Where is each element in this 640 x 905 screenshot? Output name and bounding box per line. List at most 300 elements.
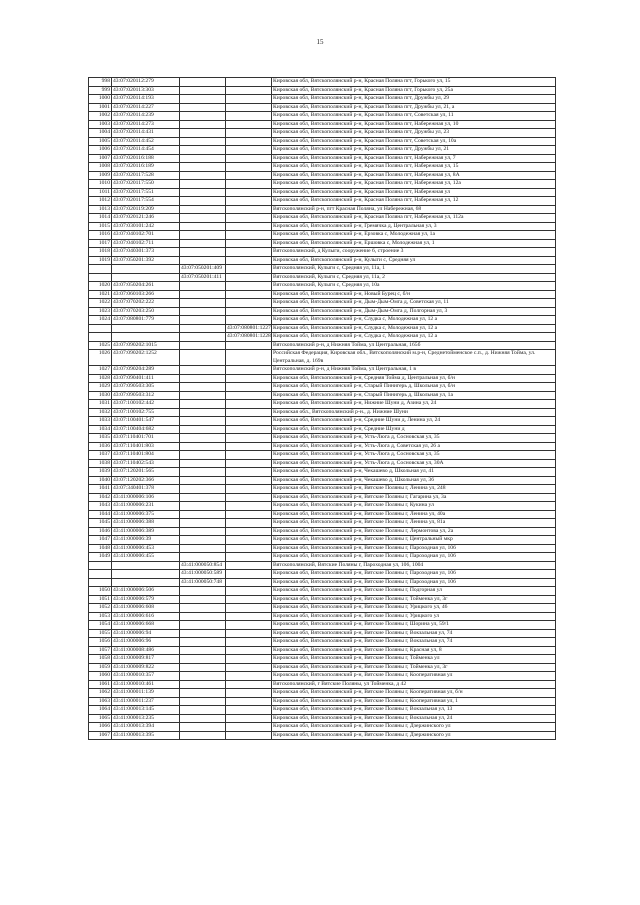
cadastral-number-cell: 43:07:120201:565 bbox=[112, 468, 180, 477]
nested-cadastral-number-cell bbox=[226, 205, 272, 214]
table-row bbox=[89, 282, 556, 291]
table-row bbox=[89, 604, 556, 613]
cadastral-number-cell: 43:07:020114:454 bbox=[112, 146, 180, 155]
row-number-cell bbox=[89, 570, 112, 579]
table-row bbox=[89, 205, 556, 214]
table-row bbox=[89, 680, 556, 689]
address-cell: Кировская обл, Вятскополянский р-н, Ерзовка с, Молодежная ул, 1а bbox=[272, 231, 556, 240]
address-cell: Кировская обл, Вятскополянский р-н, Нижние Шуни д, Азина ул, 24 bbox=[272, 400, 556, 409]
cadastral-number-cell: 43:41:000006:94 bbox=[112, 629, 180, 638]
cadastral-number-cell: 43:41:000006:389 bbox=[112, 527, 180, 536]
address-cell: Кировская обл, Вятскополянский р-н, Слудка с, Молодежная ул, 12 а bbox=[272, 333, 556, 342]
nested-cadastral-number-cell bbox=[226, 544, 272, 553]
cadastral-number-cell: 43:07:100401:547 bbox=[112, 417, 180, 426]
sub-cadastral-number-cell bbox=[180, 527, 226, 536]
address-cell: Кировская обл, Вятскополянский р-н, Красная Поляна пгт, Советская ул, 11 bbox=[272, 112, 556, 121]
address-cell: Кировская обл, Вятскополянский р-н, Кулыги с, Средняя ул bbox=[272, 256, 556, 265]
address-cell: Кировская обл, Вятскополянский р-н, Красная Поляна пгт, Дружбы ул, 21 bbox=[272, 146, 556, 155]
nested-cadastral-number-cell: 43:07:080801:1228 bbox=[227, 333, 271, 339]
row-number-cell: 1009 bbox=[89, 171, 112, 180]
nested-cadastral-number-cell bbox=[226, 663, 272, 672]
address-cell: Кировская обл, Вятскополянский р-н, Усть-Люга д, Сосновская ул, 35 bbox=[272, 434, 556, 443]
cadastral-number-cell: 43:07:020117:554 bbox=[112, 197, 180, 206]
table-row bbox=[89, 188, 556, 197]
row-number-cell: 1006 bbox=[89, 146, 112, 155]
sub-cadastral-number-cell bbox=[180, 604, 226, 613]
table-row bbox=[89, 459, 556, 468]
nested-cadastral-number-cell bbox=[226, 86, 272, 95]
table-row bbox=[89, 78, 556, 87]
table-row bbox=[89, 95, 556, 104]
nested-cadastral-number-cell bbox=[226, 451, 272, 460]
table-row bbox=[89, 578, 556, 587]
nested-cadastral-number-cell bbox=[226, 222, 272, 231]
address-cell: Кировская обл, Вятскополянский р-н, Вятские Поляны г, Вокзальная ул, 74 bbox=[272, 638, 556, 647]
row-number-cell: 1000 bbox=[89, 95, 112, 104]
cadastral-number-cell: 43:41:000009:822 bbox=[112, 663, 180, 672]
row-number-cell: 1060 bbox=[89, 672, 112, 681]
row-number-cell: 1015 bbox=[89, 222, 112, 231]
nested-cadastral-number-cell bbox=[226, 350, 272, 366]
cadastral-number-cell: 43:07:110401:701 bbox=[112, 434, 180, 443]
row-number-cell: 999 bbox=[89, 86, 112, 95]
cadastral-number-cell: 43:41:000006:579 bbox=[112, 595, 180, 604]
address-cell: Кировская обл, Вятскополянский р-н, Усть-Люга д, Советская ул, 26 а bbox=[272, 442, 556, 451]
row-number-cell: 1042 bbox=[89, 493, 112, 502]
cadastral-number-cell: 43:41:000006:39 bbox=[112, 536, 180, 545]
sub-cadastral-number-cell bbox=[180, 544, 226, 553]
cadastral-number-cell bbox=[112, 273, 180, 282]
table-row bbox=[89, 485, 556, 494]
row-number-cell: 1037 bbox=[89, 451, 112, 460]
cadastral-number-cell: 43:41:000013:395 bbox=[112, 731, 180, 740]
address-cell: Кировская обл, Вятскополянский р-н, Слудка с, Молодежная ул, 12 а bbox=[272, 324, 556, 333]
address-cell: Кировская обл, Вятскополянский р-н, Красная Поляна пгт, Дружбы ул, 23 bbox=[272, 129, 556, 138]
row-number-cell: 1045 bbox=[89, 519, 112, 528]
address-cell: Кировская обл, Вятскополянский р-н, Вятские Поляны г, Центральный мкр bbox=[272, 536, 556, 545]
table-row bbox=[89, 434, 556, 443]
table-row bbox=[89, 468, 556, 477]
table-row bbox=[89, 86, 556, 95]
nested-cadastral-number-cell bbox=[226, 510, 272, 519]
sub-cadastral-number-cell bbox=[180, 621, 226, 630]
table-row bbox=[89, 544, 556, 553]
row-number-cell: 1002 bbox=[89, 112, 112, 121]
cadastral-number-cell: 43:41:000011:139 bbox=[112, 689, 180, 698]
nested-cadastral-number-cell bbox=[226, 171, 272, 180]
cadastral-number-cell: 43:07:090401:411 bbox=[112, 374, 180, 383]
address-cell: Кировская обл, Вятскополянский р-н, Вятские Поляны г, Гагарина ул, 3а bbox=[272, 493, 556, 502]
cadastral-number-cell: 43:07:040102:711 bbox=[112, 239, 180, 248]
cadastral-number-cell: 43:07:090202:1015 bbox=[112, 341, 180, 350]
sub-cadastral-number-cell bbox=[180, 307, 226, 316]
row-number-cell: 1056 bbox=[89, 638, 112, 647]
cadastral-number-cell: 43:07:060103:266 bbox=[112, 290, 180, 299]
nested-cadastral-number-cell bbox=[226, 442, 272, 451]
table-row bbox=[89, 706, 556, 715]
row-number-cell: 1054 bbox=[89, 621, 112, 630]
sub-cadastral-number-cell bbox=[180, 248, 226, 257]
address-cell: Кировская обл, Вятскополянский р-н, Вятские Поляны г, Пароходная ул, 106 bbox=[272, 553, 556, 562]
table-row bbox=[89, 103, 556, 112]
address-cell: Кировская обл, Вятскополянский р-н, Чекашево д, Школьная ул, 36 bbox=[272, 476, 556, 485]
nested-cadastral-number-cell bbox=[226, 536, 272, 545]
sub-cadastral-number-cell bbox=[180, 324, 226, 333]
table-row bbox=[89, 350, 556, 366]
cadastral-number-cell: 43:07:040301:373 bbox=[112, 248, 180, 257]
cadastral-number-cell: 43:07:120202:366 bbox=[112, 476, 180, 485]
address-cell: Кировская обл, Вятскополянский р-н, Красная Поляна пгт, Дружбы ул, 29 bbox=[272, 95, 556, 104]
table-row bbox=[89, 731, 556, 740]
cadastral-number-cell: 43:41:000006:616 bbox=[112, 612, 180, 621]
table-row bbox=[89, 697, 556, 706]
address-cell: Кировская обл, Вятскополянский р-н, Вятские Поляны г, Тойменка ул bbox=[272, 655, 556, 664]
table-row bbox=[89, 222, 556, 231]
sub-cadastral-number-cell bbox=[180, 680, 226, 689]
address-cell: Российская Федерация, Кировская обл., Вятскополянский м.р-н, Среднетойменское с.п., д. Нижняя Тойма, ул. Центральная, д. 169в bbox=[272, 350, 556, 366]
table-row bbox=[89, 112, 556, 121]
sub-cadastral-number-cell bbox=[180, 629, 226, 638]
nested-cadastral-number-cell bbox=[226, 154, 272, 163]
nested-cadastral-number-cell bbox=[226, 459, 272, 468]
address-cell: Кировская обл, Вятскополянский р-н, Средние Шуни д bbox=[272, 425, 556, 434]
table-row bbox=[89, 689, 556, 698]
sub-cadastral-number-cell bbox=[180, 171, 226, 180]
nested-cadastral-number-cell bbox=[226, 731, 272, 740]
nested-cadastral-number-cell bbox=[226, 265, 272, 274]
row-number-cell: 1064 bbox=[89, 706, 112, 715]
nested-cadastral-number-cell bbox=[226, 163, 272, 172]
cadastral-number-cell: 43:41:000006:388 bbox=[112, 519, 180, 528]
row-number-cell: 1032 bbox=[89, 408, 112, 417]
cadastral-number-cell: 43:41:000013:235 bbox=[112, 714, 180, 723]
table-row bbox=[89, 646, 556, 655]
sub-cadastral-number-cell bbox=[180, 434, 226, 443]
cadastral-number-cell bbox=[112, 570, 180, 579]
address-cell: Кировская обл, Вятскополянский р-н, Дым-Дым-Омга д, Полгорная ул, 3 bbox=[272, 307, 556, 316]
row-number-cell: 1062 bbox=[89, 689, 112, 698]
cadastral-number-cell: 43:07:090204:289 bbox=[112, 366, 180, 375]
table-row bbox=[89, 595, 556, 604]
nested-cadastral-number-cell bbox=[226, 502, 272, 511]
nested-cadastral-number-cell bbox=[226, 417, 272, 426]
nested-cadastral-number-cell bbox=[226, 129, 272, 138]
table-row bbox=[89, 163, 556, 172]
cadastral-number-cell: 43:07:070202:222 bbox=[112, 299, 180, 308]
sub-cadastral-number-cell: 43:41:000050:589 bbox=[180, 570, 226, 579]
table-row bbox=[89, 248, 556, 257]
nested-cadastral-number-cell bbox=[226, 434, 272, 443]
address-cell: Кировская обл, Вятскополянский р-н, Вятские Поляны г, Ленина ул, 40а bbox=[272, 510, 556, 519]
sub-cadastral-number-cell bbox=[180, 316, 226, 325]
sub-cadastral-number-cell bbox=[180, 137, 226, 146]
row-number-cell: 1046 bbox=[89, 527, 112, 536]
address-cell: Кировская обл, Вятскополянский р-н, Усть-Люга д, Сосновская ул, 35 bbox=[272, 451, 556, 460]
cadastral-number-cell: 43:07:040102:701 bbox=[112, 231, 180, 240]
sub-cadastral-number-cell bbox=[180, 256, 226, 265]
address-cell: Кировская обл, Вятскополянский р-н, Вятские Поляны г, Кооперативная ул bbox=[272, 672, 556, 681]
sub-cadastral-number-cell bbox=[180, 383, 226, 392]
address-cell: Кировская обл, Вятскополянский р-н, Вятские Поляны г, Вокзальная ул, 24 bbox=[272, 714, 556, 723]
sub-cadastral-number-cell bbox=[180, 78, 226, 87]
row-number-cell: 1039 bbox=[89, 468, 112, 477]
sub-cadastral-number-cell bbox=[180, 129, 226, 138]
nested-cadastral-number-cell bbox=[226, 180, 272, 189]
nested-cadastral-number-cell bbox=[226, 231, 272, 240]
nested-cadastral-number-cell bbox=[226, 476, 272, 485]
address-cell: Кировская обл, Вятскополянский р-н, Красная Поляна пгт, Набережная ул, 7 bbox=[272, 154, 556, 163]
row-number-cell: 1044 bbox=[89, 510, 112, 519]
address-cell: Вятскополянский р-н, пгт Красная Поляна, ул Набережная, 68 bbox=[272, 205, 556, 214]
nested-cadastral-number-cell bbox=[226, 706, 272, 715]
table-row bbox=[89, 476, 556, 485]
address-cell: Кировская обл, Вятскополянский р-н, Вятские Поляны г, Урицкого ул bbox=[272, 612, 556, 621]
sub-cadastral-number-cell bbox=[180, 425, 226, 434]
cadastral-number-cell: 43:07:110402:543 bbox=[112, 459, 180, 468]
sub-cadastral-number-cell bbox=[180, 468, 226, 477]
row-number-cell: 1066 bbox=[89, 723, 112, 732]
address-cell: Кировская обл, Вятскополянский р-н, Красная Поляна пгт, Набережная ул, 10 bbox=[272, 120, 556, 129]
address-cell: Кировская обл, Вятскополянский р-н, Вятские Поляны г, Урицкого ул, 46 bbox=[272, 604, 556, 613]
row-number-cell: 1034 bbox=[89, 425, 112, 434]
nested-cadastral-number-cell bbox=[226, 587, 272, 596]
sub-cadastral-number-cell bbox=[180, 612, 226, 621]
nested-cadastral-number-cell bbox=[226, 316, 272, 325]
sub-cadastral-number-cell bbox=[180, 663, 226, 672]
sub-cadastral-number-cell bbox=[180, 400, 226, 409]
sub-cadastral-number-cell bbox=[180, 333, 226, 342]
table-row bbox=[89, 417, 556, 426]
table-row bbox=[89, 510, 556, 519]
nested-cadastral-number-cell bbox=[226, 723, 272, 732]
cadastral-number-cell: 43:07:020117:551 bbox=[112, 188, 180, 197]
nested-cadastral-number-cell bbox=[226, 570, 272, 579]
cadastral-number-cell: 43:07:020114:193 bbox=[112, 95, 180, 104]
cadastral-number-cell: 43:07:070203:250 bbox=[112, 307, 180, 316]
address-cell: Вятскополянский, Кулыги с, Средняя ул, 10а bbox=[272, 282, 556, 291]
address-cell: Кировская обл, Вятскополянский р-н, Вятские Поляны г, Лермонтова ул, 2а bbox=[272, 527, 556, 536]
row-number-cell: 1018 bbox=[89, 248, 112, 257]
registry-table-body bbox=[89, 78, 556, 740]
address-cell: Кировская обл, Вятскополянский р-н, Красная Поляна пгт, Набережная ул, 112а bbox=[272, 214, 556, 223]
table-row bbox=[89, 391, 556, 400]
nested-cadastral-number-cell bbox=[226, 282, 272, 291]
nested-cadastral-number-cell bbox=[226, 197, 272, 206]
row-number-cell: 1048 bbox=[89, 544, 112, 553]
cadastral-number-cell: 43:07:100102:442 bbox=[112, 400, 180, 409]
cadastral-number-cell: 43:07:340401:378 bbox=[112, 485, 180, 494]
table-row bbox=[89, 137, 556, 146]
row-number-cell: 1030 bbox=[89, 391, 112, 400]
sub-cadastral-number-cell bbox=[180, 239, 226, 248]
sub-cadastral-number-cell bbox=[180, 95, 226, 104]
sub-cadastral-number-cell bbox=[180, 493, 226, 502]
row-number-cell: 1035 bbox=[89, 434, 112, 443]
nested-cadastral-number-cell bbox=[226, 120, 272, 129]
cadastral-number-cell bbox=[112, 265, 180, 274]
table-row bbox=[89, 154, 556, 163]
row-number-cell: 1014 bbox=[89, 214, 112, 223]
row-number-cell: 1053 bbox=[89, 612, 112, 621]
nested-cadastral-number-cell bbox=[226, 519, 272, 528]
sub-cadastral-number-cell bbox=[180, 587, 226, 596]
address-cell: Кировская обл, Вятскополянский р-н, Ершовка с, Молодежная ул, 1 bbox=[272, 239, 556, 248]
nested-cadastral-number-cell bbox=[226, 595, 272, 604]
nested-cadastral-number-cell bbox=[226, 621, 272, 630]
sub-cadastral-number-cell bbox=[180, 697, 226, 706]
sub-cadastral-number-cell: 43:41:000050:854 bbox=[180, 561, 226, 570]
table-row bbox=[89, 502, 556, 511]
address-cell: Вятскополянский р-н, д Нижняя Тойма, ул Центральная, 1 в bbox=[272, 366, 556, 375]
sub-cadastral-number-cell bbox=[180, 442, 226, 451]
cadastral-number-cell: 43:41:000006:106 bbox=[112, 493, 180, 502]
sub-cadastral-number-cell bbox=[180, 86, 226, 95]
row-number-cell: 1010 bbox=[89, 180, 112, 189]
sub-cadastral-number-cell bbox=[180, 672, 226, 681]
cadastral-number-cell: 43:41:000006:668 bbox=[112, 621, 180, 630]
table-row bbox=[89, 299, 556, 308]
cadastral-number-cell: 43:07:110401:804 bbox=[112, 451, 180, 460]
cadastral-number-cell: 43:07:020116:188 bbox=[112, 154, 180, 163]
nested-cadastral-number-cell bbox=[226, 604, 272, 613]
cadastral-number-cell: 43:07:020114:431 bbox=[112, 129, 180, 138]
nested-cadastral-number-cell bbox=[226, 383, 272, 392]
nested-cadastral-number-cell bbox=[226, 256, 272, 265]
address-cell: Вятскополянский, Кулыги с, Средняя ул, 11а, 2 bbox=[272, 273, 556, 282]
nested-cadastral-number-cell bbox=[226, 629, 272, 638]
row-number-cell: 1067 bbox=[89, 731, 112, 740]
address-cell: Кировская обл, Вятскополянский р-н, Красная Поляна пгт, Горького ул, 25а bbox=[272, 86, 556, 95]
row-number-cell: 1011 bbox=[89, 188, 112, 197]
address-cell: Кировская обл, Вятскополянский р-н, Гремячка д, Центральная ул, 3 bbox=[272, 222, 556, 231]
nested-cadastral-number-cell bbox=[226, 137, 272, 146]
cadastral-number-cell: 43:07:100404:682 bbox=[112, 425, 180, 434]
table-row bbox=[89, 307, 556, 316]
cadastral-number-cell: 43:07:020114:227 bbox=[112, 103, 180, 112]
sub-cadastral-number-cell bbox=[180, 290, 226, 299]
nested-cadastral-number-cell bbox=[226, 680, 272, 689]
row-number-cell: 1043 bbox=[89, 502, 112, 511]
row-number-cell: 1049 bbox=[89, 553, 112, 562]
cadastral-number-cell bbox=[112, 333, 180, 342]
cadastral-number-cell: 43:07:100102:755 bbox=[112, 408, 180, 417]
sub-cadastral-number-cell bbox=[180, 120, 226, 129]
row-number-cell: 1047 bbox=[89, 536, 112, 545]
row-number-cell: 1007 bbox=[89, 154, 112, 163]
address-cell: Кировская обл, Вятскополянский р-н, Красная Поляна пгт, Набережная ул bbox=[272, 188, 556, 197]
row-number-cell: 1020 bbox=[89, 282, 112, 291]
sub-cadastral-number-cell bbox=[180, 638, 226, 647]
nested-cadastral-number-cell bbox=[226, 485, 272, 494]
row-number-cell: 1026 bbox=[89, 350, 112, 366]
row-number-cell: 1033 bbox=[89, 417, 112, 426]
cadastral-number-cell: 43:41:000006:231 bbox=[112, 502, 180, 511]
nested-cadastral-number-cell bbox=[226, 273, 272, 282]
row-number-cell: 1036 bbox=[89, 442, 112, 451]
sub-cadastral-number-cell bbox=[180, 417, 226, 426]
address-cell: Кировская обл, Вятскополянский р-н, Средние Шуни д, Ленина ул, 24 bbox=[272, 417, 556, 426]
row-number-cell: 1016 bbox=[89, 231, 112, 240]
cadastral-number-cell: 43:07:020113:303 bbox=[112, 86, 180, 95]
row-number-cell: 1061 bbox=[89, 680, 112, 689]
row-number-cell: 1031 bbox=[89, 400, 112, 409]
row-number-cell: 1008 bbox=[89, 163, 112, 172]
address-cell: Вятскополянский, Вятские Поляны г, Пароходная ул, 106, 1004 bbox=[272, 561, 556, 570]
table-row bbox=[89, 290, 556, 299]
row-number-cell: 1055 bbox=[89, 629, 112, 638]
table-row bbox=[89, 451, 556, 460]
address-cell: Кировская обл, Вятскополянский р-н, Дым-Дым-Омга д, Советская ул, 11 bbox=[272, 299, 556, 308]
address-cell: Кировская обл, Вятскополянский р-н, Вятские Поляны г, Дзержинского ул bbox=[272, 731, 556, 740]
table-row bbox=[89, 239, 556, 248]
nested-cadastral-number-cell bbox=[226, 527, 272, 536]
address-cell: Кировская обл, Вятскополянский р-н, Вятские Поляны г, Кооперативная ул, 1 bbox=[272, 697, 556, 706]
address-cell: Кировская обл, Вятскополянский р-н, Новый Бурец с, б/н bbox=[272, 290, 556, 299]
nested-cadastral-number-cell bbox=[226, 493, 272, 502]
cadastral-number-cell bbox=[112, 324, 180, 333]
sub-cadastral-number-cell bbox=[180, 146, 226, 155]
cadastral-number-cell: 43:41:000013:394 bbox=[112, 723, 180, 732]
sub-cadastral-number-cell bbox=[180, 502, 226, 511]
sub-cadastral-number-cell bbox=[180, 510, 226, 519]
sub-cadastral-number-cell bbox=[180, 485, 226, 494]
address-cell: Кировская обл, Вятскополянский р-н, Красная Поляна пгт, Набережная ул, 15 bbox=[272, 163, 556, 172]
row-number-cell: 1041 bbox=[89, 485, 112, 494]
table-row bbox=[89, 214, 556, 223]
cadastral-number-cell: 43:07:090503:312 bbox=[112, 391, 180, 400]
row-number-cell: 1021 bbox=[89, 290, 112, 299]
table-row bbox=[89, 663, 556, 672]
row-number-cell: 1022 bbox=[89, 299, 112, 308]
cadastral-number-cell: 43:41:000006:608 bbox=[112, 604, 180, 613]
nested-cadastral-number-cell bbox=[226, 391, 272, 400]
address-cell: Кировская обл, Вятскополянский р-н, Вятские Поляны г, Вокзальная ул, 74 bbox=[272, 629, 556, 638]
sub-cadastral-number-cell bbox=[180, 408, 226, 417]
table-row bbox=[89, 612, 556, 621]
sub-cadastral-number-cell bbox=[180, 231, 226, 240]
cadastral-number-cell: 43:07:020114:452 bbox=[112, 137, 180, 146]
address-cell: Кировская обл, Вятскополянский р-н, Вятские Поляны г, Кооперативная ул, б/н bbox=[272, 689, 556, 698]
table-row bbox=[89, 171, 556, 180]
row-number-cell: 1050 bbox=[89, 587, 112, 596]
cadastral-number-cell bbox=[112, 561, 180, 570]
row-number-cell: 1012 bbox=[89, 197, 112, 206]
sub-cadastral-number-cell bbox=[180, 519, 226, 528]
table-row bbox=[89, 493, 556, 502]
address-cell: Кировская обл, Вятскополянский р-н, Вятские Поляны г, Пароходная ул, 106 bbox=[272, 544, 556, 553]
table-row bbox=[89, 400, 556, 409]
nested-cadastral-number-cell bbox=[226, 374, 272, 383]
nested-cadastral-number-cell bbox=[226, 78, 272, 87]
nested-cadastral-number-cell bbox=[226, 400, 272, 409]
address-cell: Кировская обл, Вятскополянский р-н, Вятские Поляны г, Шорина ул, 59/1 bbox=[272, 621, 556, 630]
row-number-cell: 1003 bbox=[89, 120, 112, 129]
sub-cadastral-number-cell bbox=[180, 476, 226, 485]
address-cell: Вятскополянский р-н, д Нижняя Тойма, ул Центральная, 165б bbox=[272, 341, 556, 350]
row-number-cell: 1052 bbox=[89, 604, 112, 613]
sub-cadastral-number-cell bbox=[180, 731, 226, 740]
sub-cadastral-number-cell bbox=[180, 214, 226, 223]
sub-cadastral-number-cell bbox=[180, 646, 226, 655]
nested-cadastral-number-cell bbox=[226, 561, 272, 570]
nested-cadastral-number-cell bbox=[226, 468, 272, 477]
address-cell: Кировская обл, Вятскополянский р-н, Вятские Поляны г, Тойменка ул, 3г bbox=[272, 663, 556, 672]
sub-cadastral-number-cell bbox=[180, 112, 226, 121]
sub-cadastral-number-cell bbox=[180, 723, 226, 732]
sub-cadastral-number-cell bbox=[180, 714, 226, 723]
cadastral-number-cell: 43:07:020117:528 bbox=[112, 171, 180, 180]
nested-cadastral-number-cell bbox=[226, 307, 272, 316]
